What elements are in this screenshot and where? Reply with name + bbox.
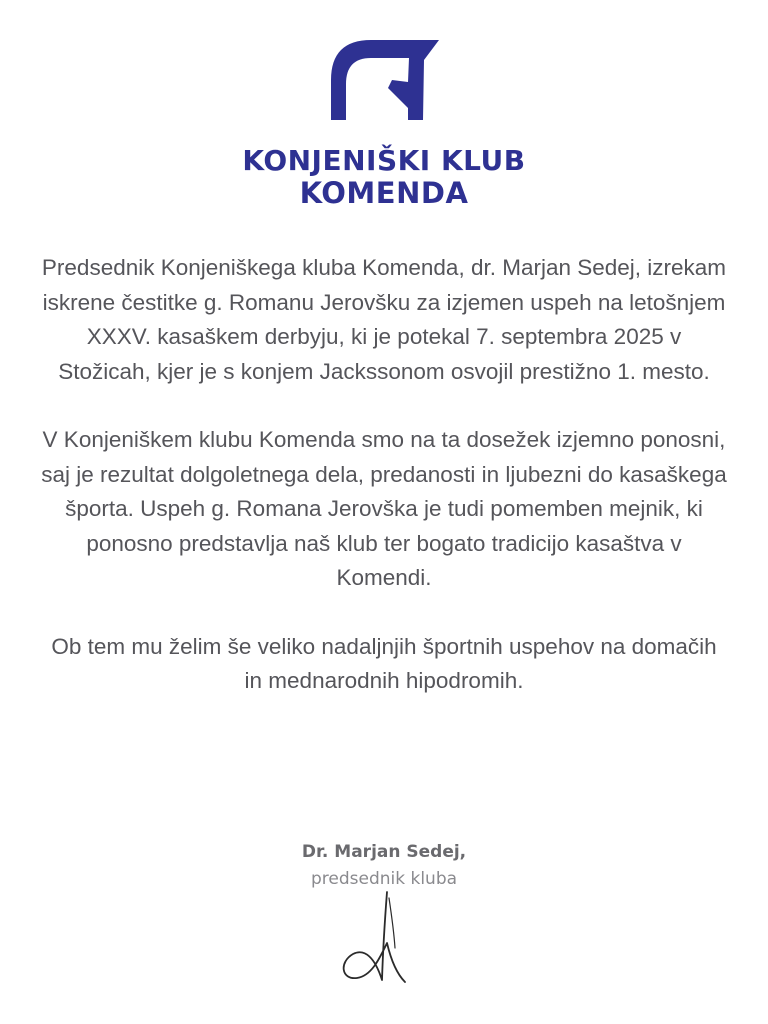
letter-paragraph-3: Ob tem mu želim še veliko nadaljnjih športnih uspehov na domačih in mednarodnih hipodromih. [51,633,717,693]
signer-name: Dr. Marjan Sedej, [301,842,467,862]
club-name-line2: KOMENDA [299,176,469,210]
letter-paragraph-1: Predsednik Konjeniškega kluba Komenda, dr. Marjan Sedej, izrekam iskrene čestitke g. Romanu Jerovšku za izjemen uspeh na letošnjem XXXV. kasaškem derbyju, ki je potekal 7. septembra 2025 v Stožicah, kjer je s konjem Jackssonom osvojil prestižno 1. mesto. [41,255,727,384]
club-logo [0,30,768,210]
handwritten-signature-icon [335,888,415,988]
signer-role: predsednik kluba [310,869,458,889]
club-name [0,144,768,210]
letter-paragraph-2: V Konjeniškem klubu Komenda smo na ta dosežek izjemno ponosni, saj je rezultat dolgoletnega dela, predanosti in ljubezni do kasaškega športa. Uspeh g. Romana Jerovška je tudi pomemben mejnik, ki ponosno predstavlja naš klub ter bogato tradicijo kasaštva v Komendi. [41,427,727,590]
club-name-line1: KONJENIŠKI KLUB [242,144,526,177]
letter-body [40,251,728,733]
horse-head-icon [326,30,442,126]
signature-block [0,838,768,892]
